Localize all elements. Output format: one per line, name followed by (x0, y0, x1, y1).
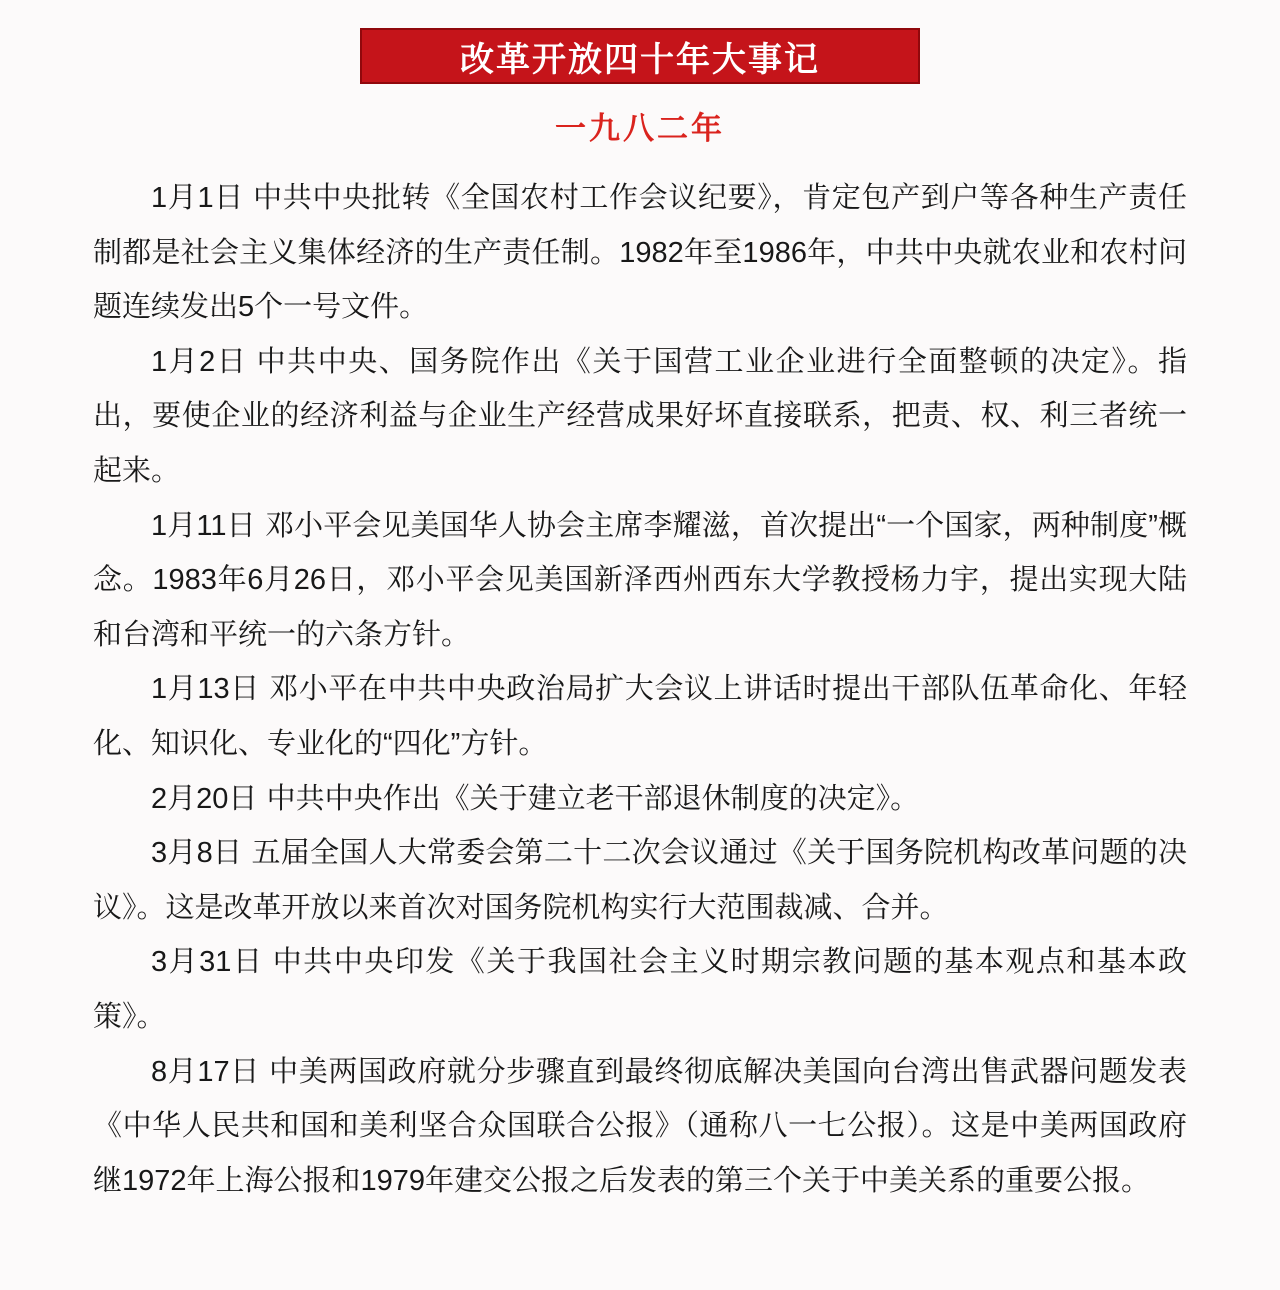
event-date: 2月20日 (151, 782, 258, 815)
event-paragraph (93, 171, 1187, 335)
event-text: 中美两国政府就分步骤直到最终彻底解决美国向台湾出售武器问题发表《中华人民共和国和美利坚合众国联合公报》（通称八一七公报）。这是中美两国政府继1972年上海公报和1979年建交公报之后发表的第三个关于中美关系的重要公报。 (93, 1055, 1187, 1197)
title-banner (360, 28, 920, 84)
event-text: 中共中央作出《关于建立老干部退休制度的决定》。 (266, 782, 920, 815)
event-paragraph (93, 826, 1187, 935)
event-text: 邓小平在中共中央政治局扩大会议上讲话时提出干部队伍革命化、年轻化、知识化、专业化的“四化”方针。 (93, 673, 1187, 760)
event-paragraph (93, 772, 1187, 827)
event-paragraph (93, 935, 1187, 1044)
event-text: 五届全国人大常委会第二十二次会议通过《关于国务院机构改革问题的决议》。这是改革开放以来首次对国务院机构实行大范围裁减、合并。 (93, 837, 1187, 924)
event-date: 1月1日 (151, 182, 244, 214)
event-paragraph (93, 499, 1187, 663)
page-header (0, 28, 1280, 144)
event-text: 中共中央批转《全国农村工作会议纪要》，肯定包产到户等各种生产责任制都是社会主义集体经济的生产责任制。1982年至1986年，中共中央就农业和农村问题连续发出5个一号文件。 (93, 182, 1187, 324)
event-paragraph (93, 335, 1187, 499)
event-date: 3月31日 (151, 946, 264, 979)
event-text: 中共中央印发《关于我国社会主义时期宗教问题的基本观点和基本政策》。 (93, 946, 1187, 1033)
event-date: 8月17日 (151, 1055, 260, 1088)
event-paragraph (93, 662, 1187, 771)
event-date: 1月13日 (151, 673, 260, 706)
page-title: 改革开放四十年大事记 (460, 40, 820, 79)
event-paragraph (93, 1045, 1187, 1209)
event-date: 1月2日 (151, 345, 248, 378)
event-date: 1月11日 (151, 509, 256, 542)
article-body (93, 171, 1187, 1208)
year-heading: 一九八二年 (555, 111, 725, 146)
event-text: 邓小平会见美国华人协会主席李耀滋，首次提出“一个国家，两种制度”概念。1983年6月26日，邓小平会见美国新泽西州西东大学教授杨力宇，提出实现大陆和台湾和平统一的六条方针。 (93, 509, 1187, 651)
event-text: 中共中央、国务院作出《关于国营工业企业进行全面整顿的决定》。指出，要使企业的经济利益与企业生产经营成果好坏直接联系，把责、权、利三者统一起来。 (93, 345, 1187, 487)
event-date: 3月8日 (151, 837, 243, 870)
